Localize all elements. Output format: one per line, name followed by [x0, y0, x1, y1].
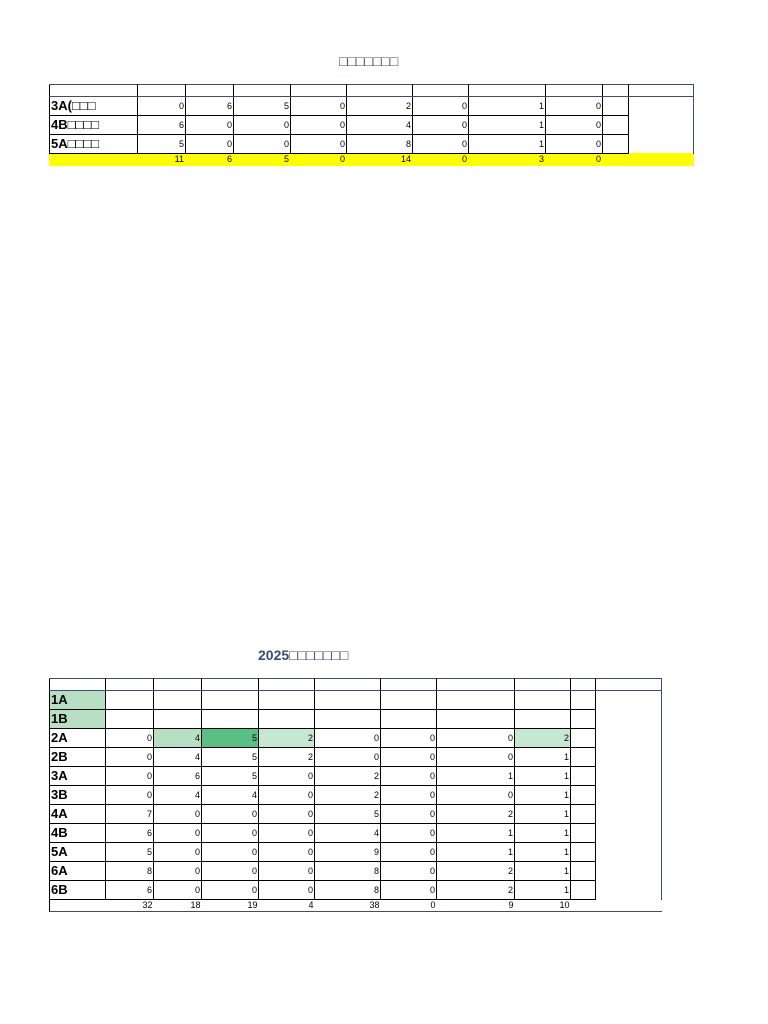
data-cell[interactable]: 0	[186, 116, 234, 135]
data-cell[interactable]	[202, 691, 259, 710]
data-cell[interactable]	[515, 710, 571, 729]
data-cell[interactable]: 4	[202, 786, 259, 805]
table-row	[50, 97, 694, 116]
data-cell[interactable]: 0	[202, 862, 259, 881]
total-cell[interactable]: 14	[347, 154, 413, 166]
totals-row	[50, 900, 662, 912]
data-cell[interactable]: 0	[259, 881, 315, 900]
data-cell[interactable]: 6	[154, 767, 202, 786]
data-cell[interactable]: 8	[315, 881, 381, 900]
data-cell[interactable]: 0	[291, 116, 347, 135]
empty-cell[interactable]	[596, 862, 662, 881]
header-row	[50, 85, 694, 97]
data-cell[interactable]: 0	[546, 135, 603, 154]
empty-cell[interactable]	[629, 97, 694, 116]
data-cell[interactable]: 8	[315, 862, 381, 881]
table-row	[50, 862, 662, 881]
total-cell[interactable]: 32	[142, 900, 153, 910]
header-cell	[106, 679, 154, 691]
data-cell[interactable]: 1	[515, 843, 571, 862]
data-cell[interactable]: 0	[154, 824, 202, 843]
totals-label-cell	[50, 900, 106, 912]
totals-label-cell	[50, 154, 138, 166]
empty-cell[interactable]	[571, 710, 596, 729]
data-cell[interactable]: 0	[437, 729, 515, 748]
data-cell[interactable]: 0	[381, 824, 437, 843]
data-cell[interactable]: 6	[106, 881, 154, 900]
empty-cell[interactable]	[571, 691, 596, 710]
total-cell[interactable]: 38	[369, 900, 380, 910]
data-cell[interactable]	[515, 691, 571, 710]
total-cell[interactable]: 10	[559, 900, 570, 910]
total-cell[interactable]	[571, 900, 596, 912]
data-cell[interactable]: 5	[138, 135, 186, 154]
header-cell	[546, 85, 603, 97]
data-cell[interactable]: 0	[437, 748, 515, 767]
table-row	[50, 710, 662, 729]
header-cell	[347, 85, 413, 97]
empty-cell[interactable]	[596, 729, 662, 748]
data-cell[interactable]: 9	[315, 843, 381, 862]
data-cell[interactable]: 0	[106, 729, 154, 748]
empty-cell[interactable]	[629, 135, 694, 154]
data-cell[interactable]: 8	[347, 135, 413, 154]
header-cell	[291, 85, 347, 97]
table-row	[50, 881, 662, 900]
data-cell[interactable]: 0	[381, 881, 437, 900]
data-cell[interactable]: 6	[186, 97, 234, 116]
header-cell	[259, 679, 315, 691]
data-cell[interactable]: 5	[202, 767, 259, 786]
header-cell	[413, 85, 469, 97]
header-cell	[603, 85, 629, 97]
total-cell[interactable]: 0	[413, 154, 469, 166]
data-cell[interactable]: 5	[315, 805, 381, 824]
empty-cell[interactable]	[596, 767, 662, 786]
data-cell[interactable]: 0	[138, 97, 186, 116]
data-cell[interactable]: 1	[515, 748, 571, 767]
header-cell	[469, 85, 546, 97]
data-cell[interactable]: 0	[291, 135, 347, 154]
total-cell[interactable]: 19	[247, 900, 258, 910]
data-cell[interactable]	[106, 691, 154, 710]
data-cell[interactable]: 1	[515, 805, 571, 824]
data-cell[interactable]: 6	[138, 116, 186, 135]
empty-cell[interactable]	[571, 843, 596, 862]
data-cell[interactable]	[154, 691, 202, 710]
total-cell[interactable]: 6	[186, 154, 234, 166]
empty-cell[interactable]	[571, 786, 596, 805]
total-cell[interactable]: 3	[469, 154, 546, 166]
row-label[interactable]: 4B□□□□	[50, 116, 138, 135]
header-cell	[50, 85, 138, 97]
data-cell[interactable]: 0	[202, 824, 259, 843]
empty-cell[interactable]	[571, 748, 596, 767]
header-row	[50, 679, 662, 691]
data-cell[interactable]: 0	[381, 805, 437, 824]
table-row	[50, 767, 662, 786]
data-cell[interactable]: 0	[106, 767, 154, 786]
data-cell[interactable]: 0	[413, 135, 469, 154]
empty-cell[interactable]	[603, 97, 629, 116]
header-cell	[381, 679, 437, 691]
top-summary-table	[49, 84, 694, 166]
data-cell[interactable]	[202, 710, 259, 729]
row-label[interactable]: 5A	[50, 843, 106, 862]
data-cell[interactable]: 0	[259, 862, 315, 881]
data-cell[interactable]: 2	[437, 881, 515, 900]
data-cell[interactable]: 0	[291, 97, 347, 116]
data-cell[interactable]: 0	[234, 135, 291, 154]
empty-cell[interactable]	[571, 824, 596, 843]
row-label[interactable]: 6A	[50, 862, 106, 881]
total-cell[interactable]: 0	[291, 154, 347, 166]
data-cell[interactable]: 1	[515, 767, 571, 786]
data-cell[interactable]: 0	[315, 729, 381, 748]
data-cell[interactable]: 2	[315, 767, 381, 786]
table-row	[50, 805, 662, 824]
empty-cell[interactable]	[571, 805, 596, 824]
row-label[interactable]: 6B	[50, 881, 106, 900]
data-cell[interactable]: 2	[515, 729, 571, 748]
data-cell[interactable]: 8	[106, 862, 154, 881]
row-label[interactable]: 2A	[50, 729, 106, 748]
empty-cell[interactable]	[629, 116, 694, 135]
data-cell[interactable]: 0	[202, 843, 259, 862]
empty-cell[interactable]	[596, 710, 662, 729]
data-cell[interactable]: 0	[259, 767, 315, 786]
data-cell[interactable]: 0	[413, 116, 469, 135]
data-cell[interactable]: 1	[437, 824, 515, 843]
total-cell[interactable]: 18	[190, 900, 201, 910]
data-cell[interactable]: 6	[106, 824, 154, 843]
header-cell	[50, 679, 106, 691]
total-cell[interactable]	[603, 154, 629, 166]
table-row	[50, 691, 662, 710]
data-cell[interactable]	[106, 710, 154, 729]
row-label[interactable]: 4B	[50, 824, 106, 843]
empty-cell[interactable]	[596, 805, 662, 824]
data-cell[interactable]: 0	[381, 748, 437, 767]
row-label[interactable]: 3B	[50, 786, 106, 805]
data-cell[interactable]	[259, 691, 315, 710]
data-cell[interactable]: 7	[106, 805, 154, 824]
data-cell[interactable]: 0	[154, 843, 202, 862]
table-row	[50, 135, 694, 154]
bottom-summary-table	[49, 678, 662, 912]
data-cell[interactable]: 5	[106, 843, 154, 862]
data-cell[interactable]: 0	[106, 786, 154, 805]
data-cell[interactable]: 0	[381, 767, 437, 786]
data-cell[interactable]: 0	[546, 116, 603, 135]
data-cell[interactable]: 4	[315, 824, 381, 843]
header-cell	[596, 679, 662, 691]
data-cell[interactable]: 4	[347, 116, 413, 135]
data-cell[interactable]: 0	[381, 843, 437, 862]
header-cell	[515, 679, 571, 691]
data-cell[interactable]: 1	[469, 97, 546, 116]
data-cell[interactable]	[437, 710, 515, 729]
data-cell[interactable]: 0	[381, 729, 437, 748]
empty-cell[interactable]	[596, 881, 662, 900]
header-cell	[315, 679, 381, 691]
data-cell[interactable]: 1	[515, 881, 571, 900]
totals-row	[50, 154, 694, 166]
empty-cell[interactable]	[571, 767, 596, 786]
row-label[interactable]: 3A(□□□	[50, 97, 138, 116]
header-cell	[234, 85, 291, 97]
row-label[interactable]: 3A	[50, 767, 106, 786]
data-cell[interactable]: 4	[154, 729, 202, 748]
row-label[interactable]: 4A	[50, 805, 106, 824]
data-cell[interactable]: 2	[437, 862, 515, 881]
empty-cell[interactable]	[571, 729, 596, 748]
header-cell	[154, 679, 202, 691]
header-cell	[437, 679, 515, 691]
table-row	[50, 824, 662, 843]
data-cell[interactable]: 0	[259, 786, 315, 805]
total-cell[interactable]: 0	[430, 900, 436, 910]
total-cell[interactable]	[596, 900, 662, 912]
total-cell[interactable]	[629, 154, 694, 166]
data-cell[interactable]: 0	[259, 824, 315, 843]
data-cell[interactable]: 0	[202, 805, 259, 824]
total-cell[interactable]: 4	[308, 900, 314, 910]
data-cell[interactable]: 1	[515, 862, 571, 881]
data-cell[interactable]: 0	[259, 843, 315, 862]
data-cell[interactable]: 2	[315, 786, 381, 805]
total-cell[interactable]: 5	[234, 154, 291, 166]
data-cell[interactable]	[315, 691, 381, 710]
data-cell[interactable]: 2	[259, 729, 315, 748]
data-cell[interactable]: 0	[154, 862, 202, 881]
header-cell	[571, 679, 596, 691]
data-cell[interactable]: 1	[469, 135, 546, 154]
data-cell[interactable]: 0	[154, 805, 202, 824]
row-label[interactable]: 2B	[50, 748, 106, 767]
data-cell[interactable]: 1	[469, 116, 546, 135]
empty-cell[interactable]	[571, 862, 596, 881]
empty-cell[interactable]	[596, 748, 662, 767]
data-cell[interactable]: 2	[259, 748, 315, 767]
data-cell[interactable]: 0	[381, 862, 437, 881]
table-row	[50, 116, 694, 135]
total-cell[interactable]: 11	[138, 154, 186, 166]
total-cell[interactable]: 9	[508, 900, 514, 910]
data-cell[interactable]: 1	[515, 824, 571, 843]
header-cell	[202, 679, 259, 691]
row-label[interactable]: 1A	[50, 691, 106, 710]
data-cell[interactable]: 0	[315, 748, 381, 767]
data-cell[interactable]	[381, 691, 437, 710]
data-cell[interactable]: 0	[413, 97, 469, 116]
table-row	[50, 843, 662, 862]
data-cell[interactable]: 1	[515, 786, 571, 805]
empty-cell[interactable]	[596, 786, 662, 805]
header-cell	[186, 85, 234, 97]
table-row	[50, 729, 662, 748]
row-label[interactable]: 5A□□□□	[50, 135, 138, 154]
data-cell[interactable]: 0	[381, 786, 437, 805]
data-cell[interactable]: 4	[154, 748, 202, 767]
header-cell	[138, 85, 186, 97]
empty-cell[interactable]	[603, 135, 629, 154]
empty-cell[interactable]	[603, 116, 629, 135]
data-cell[interactable]: 2	[347, 97, 413, 116]
data-cell[interactable]: 0	[437, 786, 515, 805]
data-cell[interactable]: 4	[154, 786, 202, 805]
data-cell[interactable]	[315, 710, 381, 729]
data-cell[interactable]: 2	[437, 805, 515, 824]
data-cell[interactable]: 5	[202, 748, 259, 767]
data-cell[interactable]	[259, 710, 315, 729]
data-cell[interactable]: 0	[154, 881, 202, 900]
table-row	[50, 748, 662, 767]
data-cell[interactable]	[437, 691, 515, 710]
data-cell[interactable]: 0	[202, 881, 259, 900]
top-table-title: □□□□□□□	[339, 53, 399, 69]
data-cell[interactable]: 5	[202, 729, 259, 748]
data-cell[interactable]: 0	[546, 97, 603, 116]
bottom-table-title: 2025□□□□□□□	[258, 647, 349, 663]
empty-cell[interactable]	[596, 843, 662, 862]
table-row	[50, 786, 662, 805]
empty-cell[interactable]	[596, 824, 662, 843]
data-cell[interactable]	[381, 710, 437, 729]
data-cell[interactable]: 0	[106, 748, 154, 767]
data-cell[interactable]: 0	[259, 805, 315, 824]
total-cell[interactable]: 0	[546, 154, 603, 166]
data-cell[interactable]	[154, 710, 202, 729]
data-cell[interactable]: 0	[234, 116, 291, 135]
data-cell[interactable]: 1	[437, 767, 515, 786]
row-label[interactable]: 1B	[50, 710, 106, 729]
header-cell	[629, 85, 694, 97]
empty-cell[interactable]	[571, 881, 596, 900]
data-cell[interactable]: 5	[234, 97, 291, 116]
data-cell[interactable]: 0	[186, 135, 234, 154]
data-cell[interactable]: 1	[437, 843, 515, 862]
empty-cell[interactable]	[596, 691, 662, 710]
